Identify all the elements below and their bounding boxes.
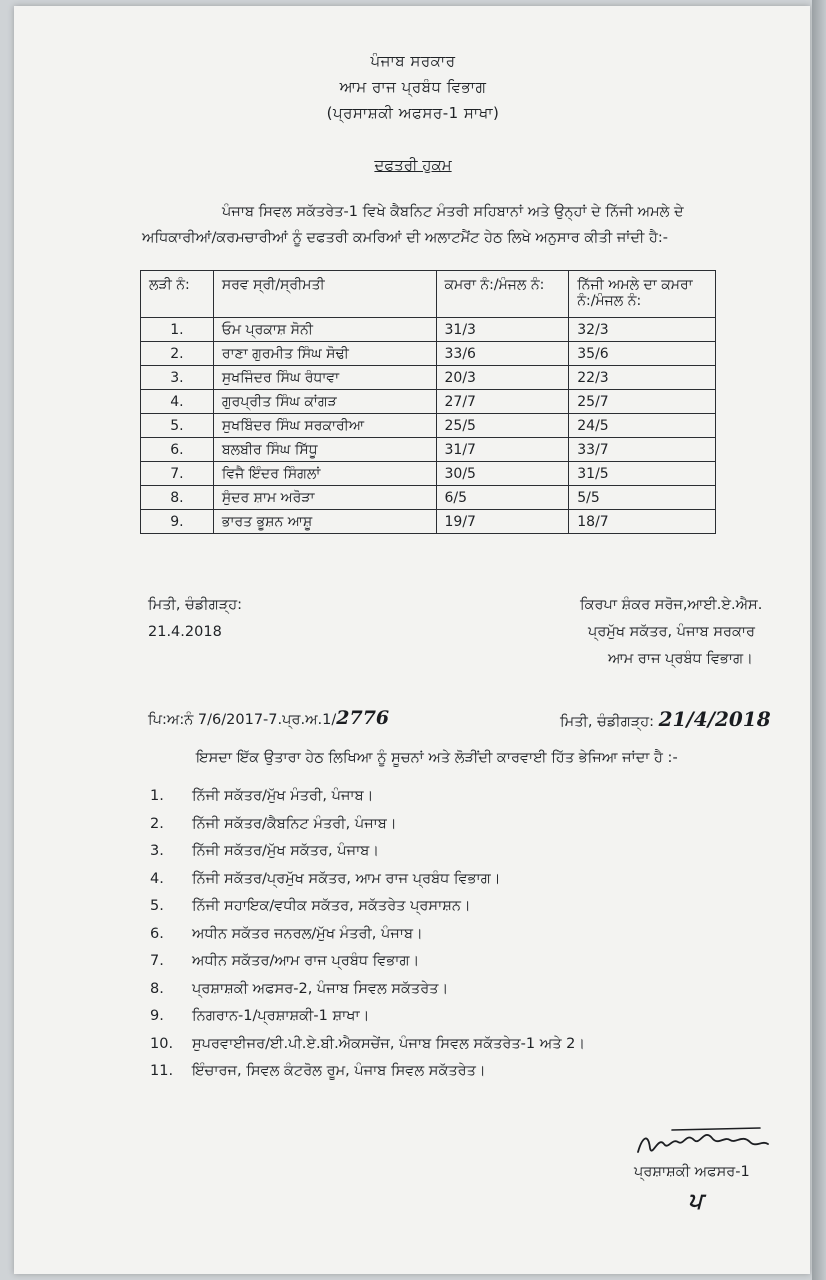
reference-number-handwritten: 2776 [336, 707, 390, 729]
list-item-text: ਨਿੱਜੀ ਸਕੱਤਰ/ਕੈਬਨਿਟ ਮੰਤਰੀ, ਪੰਜਾਬ। [192, 815, 397, 832]
cell-room: 31/7 [436, 438, 569, 462]
cell-staff-room: 32/3 [569, 318, 716, 342]
cell-name: ਓਮ ਪ੍ਰਕਾਸ਼ ਸੋਨੀ [213, 318, 436, 342]
list-item [150, 871, 585, 899]
list-item-number: 3. [150, 843, 164, 859]
list-item-number: 4. [150, 870, 164, 887]
table-row [141, 318, 716, 342]
cell-staff-room: 33/7 [569, 438, 716, 462]
cell-name: ਬਲਬੀਰ ਸਿੰਘ ਸਿੱਧੂ [213, 438, 436, 462]
list-item [150, 1008, 585, 1036]
closing-officer: ਪ੍ਰਸ਼ਾਸ਼ਕੀ ਅਫਸਰ-1 [634, 1164, 750, 1180]
copy-forward-text: ਇਸਦਾ ਇੱਕ ਉਤਾਰਾ ਹੇਠ ਲਿਖਿਆ ਨੂੰ ਸੂਚਨਾਂ ਅਤੇ ਲੋੜੀਂਦੀ ਕਾਰਵਾਈ ਹਿੱਤ ਭੇਜਿਆ ਜਾਂਦਾ ਹੈ :- [196, 750, 678, 766]
list-item [150, 843, 585, 871]
list-item-text: ਨਿੱਜੀ ਸਕੱਤਰ/ਮੁੱਖ ਸਕੱਤਰ, ਪੰਜਾਬ। [192, 843, 380, 859]
list-item [150, 1036, 585, 1064]
list-item [150, 926, 585, 954]
list-item-number: 2. [150, 815, 164, 832]
signatory-name: ਕਿਰਪਾ ਸ਼ੰਕਰ ਸਰੋਜ,ਆਈ.ਏ.ਐਸ. [580, 597, 763, 613]
header-room: ਕਮਰਾ ਨੰ:/ਮੰਜਲ ਨੰ: [436, 271, 569, 318]
endorsement-date-prefix: ਮਿਤੀ, ਚੰਡੀਗੜ੍ਹ: [560, 714, 654, 730]
cell-name: ਗੁਰਪ੍ਰੀਤ ਸਿੰਘ ਕਾਂਗੜ [213, 390, 436, 414]
list-item-number: 8. [150, 980, 164, 997]
table-header-row [141, 271, 716, 318]
list-item-text: ਸੁਪਰਵਾਈਜਰ/ਈ.ਪੀ.ਏ.ਬੀ.ਐਕਸਚੇਂਜ, ਪੰਜਾਬ ਸਿਵਲ ਸਕੱਤਰੇਤ-1 ਅਤੇ 2। [192, 1035, 586, 1052]
endorsement-date-handwritten: 21/4/2018 [658, 707, 771, 731]
table-row [141, 366, 716, 390]
table-row [141, 414, 716, 438]
header-branch: (ਪ੍ਰਸਾਸ਼ਕੀ ਅਫਸਰ-1 ਸਾਖਾ) [326, 104, 500, 122]
cell-serial: 6. [141, 438, 214, 462]
list-item-text: ਇੰਚਾਰਜ, ਸਿਵਲ ਕੰਟਰੋਲ ਰੂਮ, ਪੰਜਾਬ ਸਿਵਲ ਸਕੱਤਰੇਤ। [192, 1063, 486, 1079]
cell-serial: 5. [141, 414, 214, 438]
table-row [141, 486, 716, 510]
recipient-list [150, 788, 585, 1091]
list-item-number: 5. [150, 898, 164, 914]
cell-name: ਵਿਜੈ ਇੰਦਰ ਸਿੰਗਲਾਂ [213, 462, 436, 486]
list-item [150, 816, 585, 844]
cell-room: 31/3 [436, 318, 569, 342]
table-row [141, 390, 716, 414]
cell-serial: 1. [141, 318, 214, 342]
list-item-number: 7. [150, 953, 164, 969]
endorsement-reference [148, 707, 389, 729]
cell-staff-room: 18/7 [569, 510, 716, 534]
cell-staff-room: 31/5 [569, 462, 716, 486]
cell-room: 27/7 [436, 390, 569, 414]
cell-serial: 3. [141, 366, 214, 390]
background-edge [812, 0, 826, 1280]
list-item [150, 788, 585, 816]
list-item-number: 10. [150, 1035, 174, 1052]
room-allocation-table [140, 270, 716, 534]
list-item-number: 9. [150, 1008, 164, 1024]
order-title [0, 156, 826, 174]
cell-room: 6/5 [436, 486, 569, 510]
signatory-designation: ਪ੍ਰਮੁੱਖ ਸਕੱਤਰ, ਪੰਜਾਬ ਸਰਕਾਰ [588, 624, 756, 640]
closing-initial-handwritten: ਪ [688, 1188, 703, 1214]
cell-serial: 9. [141, 510, 214, 534]
cell-room: 30/5 [436, 462, 569, 486]
table-row [141, 510, 716, 534]
header-serial: ਲੜੀ ਨੰ: [141, 271, 214, 318]
cell-room: 25/5 [436, 414, 569, 438]
list-item [150, 898, 585, 926]
signatory-department: ਆਮ ਰਾਜ ਪ੍ਰਬੰਧ ਵਿਭਾਗ। [608, 651, 753, 667]
list-item-text: ਅਧੀਨ ਸਕੱਤਰ ਜਨਰਲ/ਮੁੱਖ ਮੰਤਰੀ, ਪੰਜਾਬ। [192, 925, 423, 942]
endorsement-date [560, 707, 771, 731]
list-item-text: ਅਧੀਨ ਸਕੱਤਰ/ਆਮ ਰਾਜ ਪ੍ਰਬੰਧ ਵਿਭਾਗ। [192, 953, 420, 969]
cell-room: 19/7 [436, 510, 569, 534]
header-name: ਸਰਵ ਸ੍ਰੀ/ਸ੍ਰੀਮਤੀ [213, 271, 436, 318]
header-department: ਆਮ ਰਾਜ ਪ੍ਰਬੰਧ ਵਿਭਾਗ [339, 78, 487, 96]
list-item-text: ਨਿੱਜੀ ਸਕੱਤਰ/ਮੁੱਖ ਮੰਤਰੀ, ਪੰਜਾਬ। [192, 788, 374, 804]
intro-line-1: ਪੰਜਾਬ ਸਿਵਲ ਸਕੱਤਰੇਤ-1 ਵਿਖੇ ਕੈਬਨਿਟ ਮੰਤਰੀ ਸਹਿਬਾਨਾਂ ਅਤੇ ਉਨ੍ਹਾਂ ਦੇ ਨਿੱਜੀ ਅਮਲੇ ਦੇ [222, 204, 684, 220]
list-item-text: ਨਿਗਰਾਨ-1/ਪ੍ਰਸ਼ਾਸ਼ਕੀ-1 ਸ਼ਾਖਾ। [192, 1008, 370, 1024]
list-item-number: 1. [150, 788, 164, 804]
table-row [141, 438, 716, 462]
list-item-text: ਪ੍ਰਸ਼ਾਸ਼ਕੀ ਅਫਸਰ-2, ਪੰਜਾਬ ਸਿਵਲ ਸਕੱਤਰੇਤ। [192, 980, 449, 997]
cell-name: ਸੁੰਦਰ ਸ਼ਾਮ ਅਰੋੜਾ [213, 486, 436, 510]
intro-line-2: ਅਧਿਕਾਰੀਆਂ/ਕਰਮਚਾਰੀਆਂ ਨੂੰ ਦਫਤਰੀ ਕਮਰਿਆਂ ਦੀ ਅਲਾਟਮੈਂਟ ਹੇਠ ਲਿਖੇ ਅਨੁਸਾਰ ਕੀਤੀ ਜਾਂਦੀ ਹੈ:- [142, 230, 669, 246]
cell-staff-room: 5/5 [569, 486, 716, 510]
cell-staff-room: 22/3 [569, 366, 716, 390]
header-government: ਪੰਜਾਬ ਸਰਕਾਰ [370, 52, 456, 70]
cell-name: ਸੁਖਬਿੰਦਰ ਸਿੰਘ ਸਰਕਾਰੀਆ [213, 414, 436, 438]
cell-staff-room: 35/6 [569, 342, 716, 366]
cell-serial: 7. [141, 462, 214, 486]
signature-icon [632, 1118, 772, 1168]
list-item [150, 953, 585, 981]
cell-serial: 8. [141, 486, 214, 510]
cell-serial: 4. [141, 390, 214, 414]
table-row [141, 462, 716, 486]
list-item [150, 1063, 585, 1091]
reference-prefix: ਪਿ:ਅ:ਨੰ 7/6/2017-7.ਪ੍ਰ.ਅ.1/ [148, 712, 337, 728]
cell-staff-room: 24/5 [569, 414, 716, 438]
list-item-text: ਨਿੱਜੀ ਸਕੱਤਰ/ਪ੍ਰਮੁੱਖ ਸਕੱਤਰ, ਆਮ ਰਾਜ ਪ੍ਰਬੰਧ ਵਿਭਾਗ। [192, 870, 501, 887]
date-place: ਮਿਤੀ, ਚੰਡੀਗੜ੍ਹ: [148, 597, 242, 613]
list-item-number: 6. [150, 925, 164, 942]
list-item-text: ਨਿੱਜੀ ਸਹਾਇਕ/ਵਧੀਕ ਸਕੱਤਰ, ਸਕੱਤਰੇਤ ਪ੍ਰਸਾਸ਼ਨ। [192, 898, 471, 914]
table-row [141, 342, 716, 366]
cell-room: 20/3 [436, 366, 569, 390]
cell-staff-room: 25/7 [569, 390, 716, 414]
issue-date: 21.4.2018 [148, 624, 222, 640]
list-item-number: 11. [150, 1063, 174, 1079]
cell-serial: 2. [141, 342, 214, 366]
list-item [150, 981, 585, 1009]
header-staff-room: ਨਿੱਜੀ ਅਮਲੇ ਦਾ ਕਮਰਾ ਨੰ:/ਮੰਜਲ ਨੰ: [569, 271, 716, 318]
cell-name: ਭਾਰਤ ਭੂਸ਼ਨ ਆਸ਼ੂ [213, 510, 436, 534]
cell-name: ਸੁਖਜਿੰਦਰ ਸਿੰਘ ਰੰਧਾਵਾ [213, 366, 436, 390]
order-title-text: ਦਫਤਰੀ ਹੁਕਮ [374, 156, 452, 174]
cell-name: ਰਾਣਾ ਗੁਰਮੀਤ ਸਿੰਘ ਸੋਢੀ [213, 342, 436, 366]
cell-room: 33/6 [436, 342, 569, 366]
